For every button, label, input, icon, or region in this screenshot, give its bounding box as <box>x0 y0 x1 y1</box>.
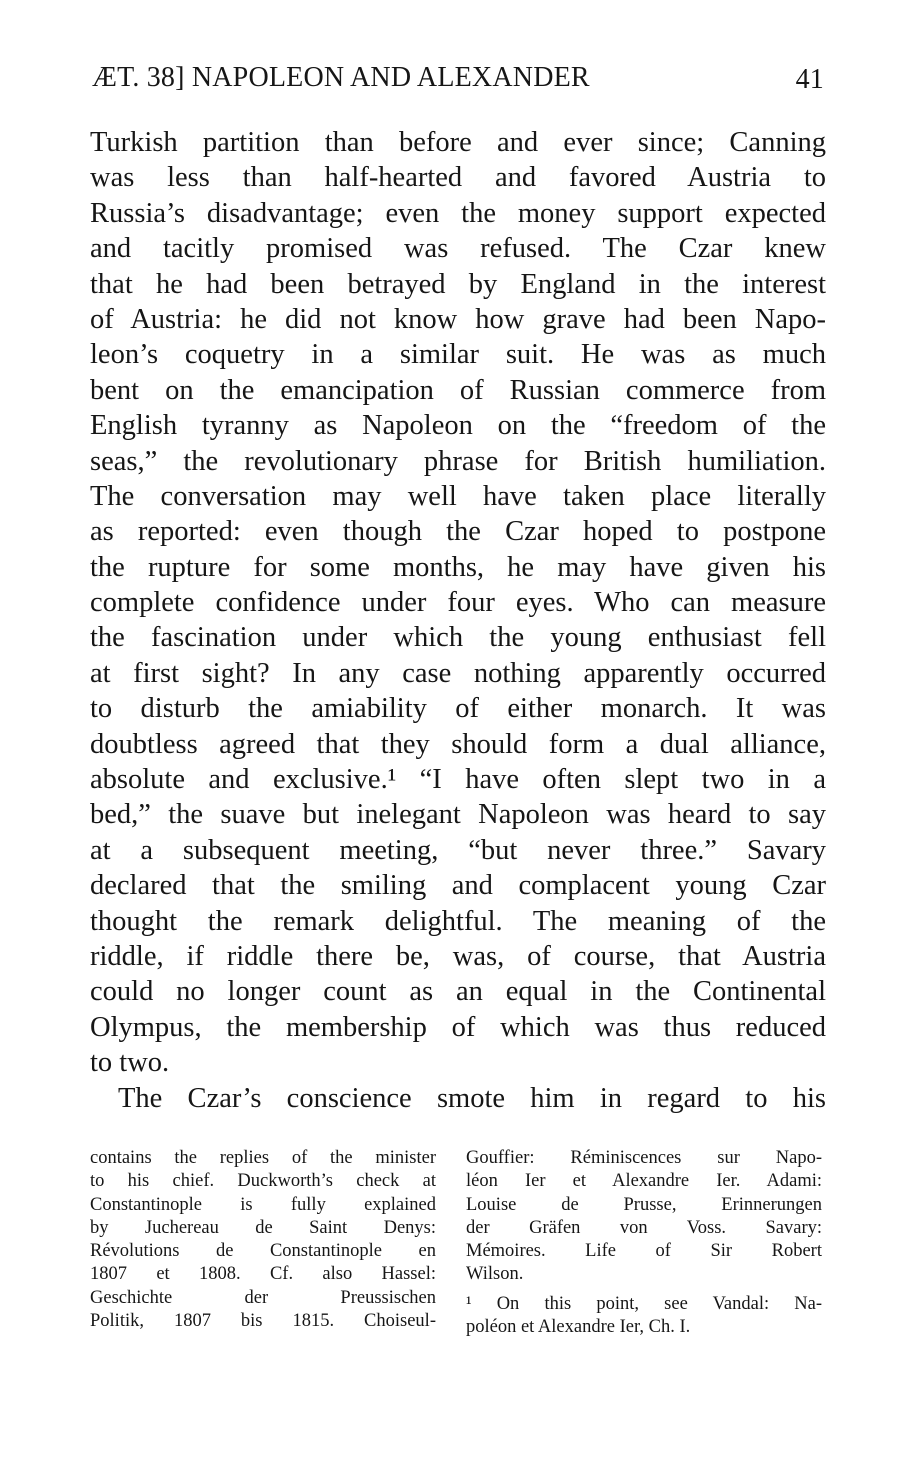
footnotes-right-column <box>466 1147 822 1339</box>
text-line: absolute and exclusive.¹ “I have often slept two in a <box>90 764 826 796</box>
footnote-line: to his chief. Duckworth’s check at <box>90 1171 436 1192</box>
text-line: bent on the emancipation of Russian commerce from <box>90 374 826 406</box>
footnote-line: by Juchereau de Saint Denys: <box>90 1217 436 1238</box>
footnote-line: Gouffier: Réminiscences sur Napo- <box>466 1148 822 1168</box>
footnote-line: Wilson. <box>466 1264 524 1285</box>
text-line: the rupture for some months, he may have given his <box>90 551 826 583</box>
text-line: The conversation may well have taken place literally <box>90 480 826 512</box>
main-text <box>90 125 826 1116</box>
text-line: of Austria: he did not know how grave had been Napo- <box>90 303 826 335</box>
running-head: ÆT. 38] NAPOLEON AND ALEXANDER <box>92 62 590 93</box>
text-line: English tyranny as Napoleon on the “freedom of the <box>90 410 826 442</box>
text-line: complete confidence under four eyes. Who can measure <box>90 587 826 619</box>
footnote-line: Constantinople is fully explained <box>90 1194 436 1215</box>
footnote-line: der Gräfen von Voss. Savary: <box>466 1217 822 1238</box>
text-line: riddle, if riddle there be, was, of course, that Austria <box>90 940 826 972</box>
text-line: could no longer count as an equal in the Continental <box>90 976 826 1008</box>
footnote-line: 1807 et 1808. Cf. also Hassel: <box>90 1264 436 1285</box>
text-line: The Czar’s conscience smote him in regard to his <box>118 1082 826 1114</box>
text-line: Turkish partition than before and ever since; Canning <box>90 127 826 158</box>
text-line: thought the remark delightful. The meaning of the <box>90 905 826 937</box>
text-line: was less than half-hearted and favored Austria to <box>90 162 826 194</box>
text-line: the fascination under which the young enthusiast fell <box>90 622 826 654</box>
footnote-1-line: poléon et Alexandre Ier, Ch. I. <box>466 1317 691 1338</box>
text-line: doubtless agreed that they should form a dual alliance, <box>90 728 826 760</box>
text-line: at first sight? In any case nothing apparently occurred <box>90 657 826 689</box>
footnote-line: contains the replies of the minister <box>90 1148 436 1168</box>
footnote-line: Geschichte der Preussischen <box>90 1287 436 1308</box>
text-line: and tacitly promised was refused. The Czar knew <box>90 233 826 265</box>
page-number: 41 <box>795 64 824 95</box>
footnote-line: léon Ier et Alexandre Ier. Adami: <box>466 1171 822 1192</box>
text-line: bed,” the suave but inelegant Napoleon was heard to say <box>90 799 826 831</box>
footnote-line: Mémoires. Life of Sir Robert <box>466 1241 822 1262</box>
text-line: that he had been betrayed by England in the interest <box>90 268 826 300</box>
footnote-line: Louise de Prusse, Erinnerungen <box>466 1194 822 1215</box>
text-line: leon’s coquetry in a similar suit. He was as much <box>90 339 826 371</box>
footnotes-left-column <box>90 1147 436 1333</box>
footnote-line: Politik, 1807 bis 1815. Choiseul- <box>90 1311 436 1332</box>
text-line: as reported: even though the Czar hoped to postpone <box>90 516 826 548</box>
text-line: seas,” the revolutionary phrase for British humiliation. <box>90 445 826 477</box>
text-line: Russia’s disadvantage; even the money support expected <box>90 197 826 229</box>
text-line: declared that the smiling and complacent young Czar <box>90 870 826 902</box>
text-line: to disturb the amiability of either monarch. It was <box>90 693 826 725</box>
footnote-line: Révolutions de Constantinople en <box>90 1241 436 1262</box>
text-line: to two. <box>90 1047 170 1079</box>
text-line: at a subsequent meeting, “but never three.” Savary <box>90 834 826 866</box>
text-line: Olympus, the membership of which was thus reduced <box>90 1011 826 1043</box>
footnote-1-line: ¹ On this point, see Vandal: Na- <box>466 1293 822 1314</box>
